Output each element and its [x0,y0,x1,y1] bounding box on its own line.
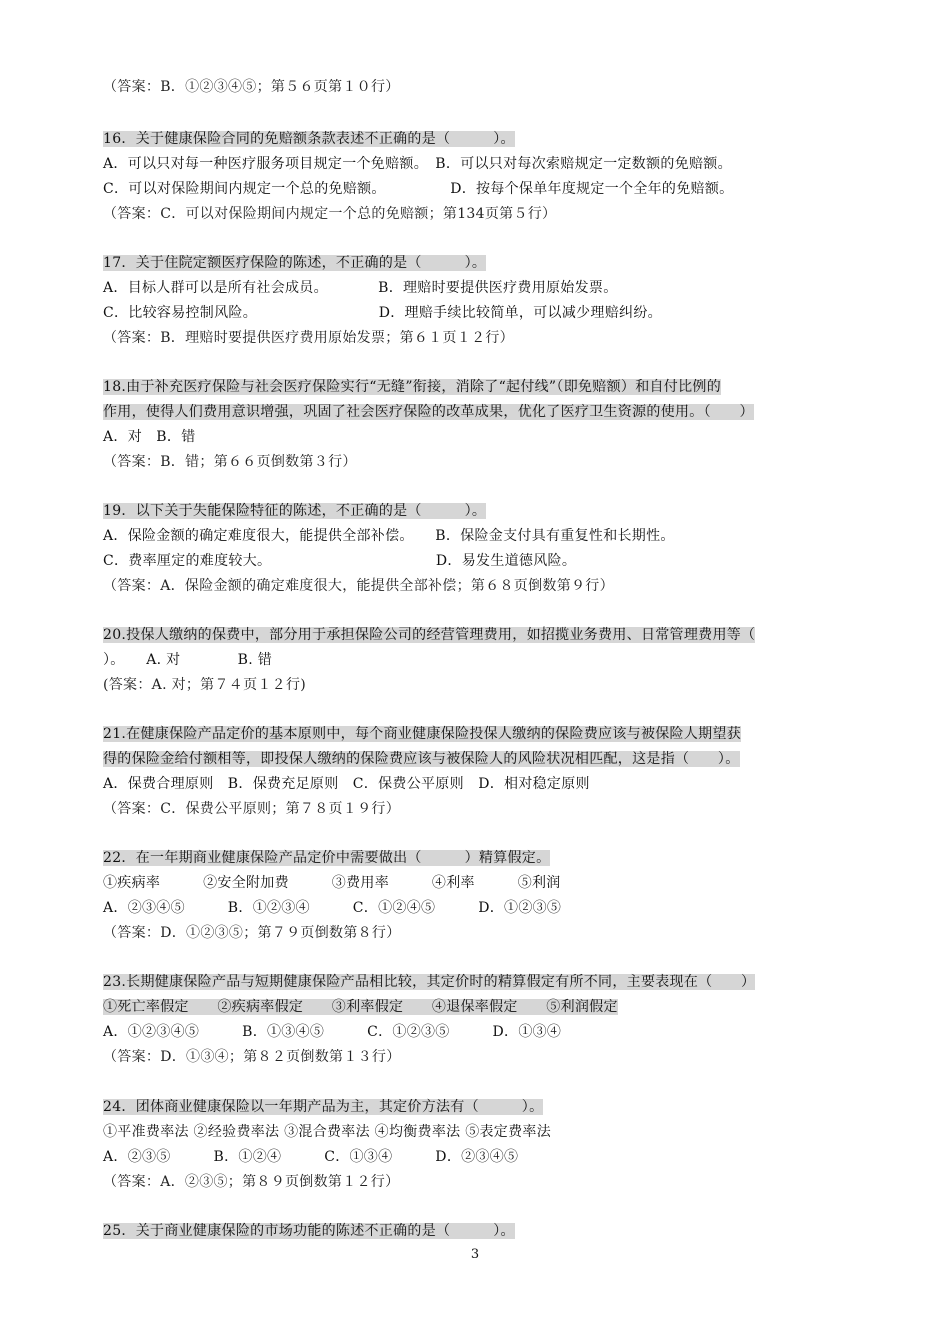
question-line [103,748,740,770]
line-text: （答案：B．①②③④⑤；第５６页第１０行） [103,79,400,95]
option-line [103,1121,551,1143]
line-text: （答案：A．保险金额的确定难度很大，能提供全部补偿；第６８页倒数第９行） [103,578,614,594]
line-text: 24．团体商业健康保险以一年期产品为主，其定价方法有（ ）。 [103,1099,544,1115]
line-text: 20.投保人缴纳的保费中，部分用于承担保险公司的经营管理费用，如招揽业务费用、日常管理费用等（ [103,627,756,643]
line-text: A．对 B．错 [103,429,196,445]
question-line [103,723,741,745]
line-text: A．目标人群可以是所有社会成员。 B．理赔时要提供医疗费用原始发票。 [103,280,618,296]
answer-line [103,575,614,597]
option-line [103,773,590,795]
option-line [103,550,576,572]
line-text: 16．关于健康保险合同的免赔额条款表述不正确的是（ ）。 [103,131,515,147]
option-line [103,872,561,894]
line-text: C．费率厘定的难度较大。 D．易发生道德风险。 [103,553,577,569]
answer-line [103,1171,399,1193]
line-text: C．比较容易控制风险。 D．理赔手续比较简单，可以减少理赔纠纷。 [103,305,662,321]
question-line [103,252,486,274]
question-line [103,971,755,993]
line-text: ①疾病率 ②安全附加费 ③费用率 ④利率 ⑤利润 [103,875,561,891]
option-line [103,426,196,448]
line-text: （答案：C．可以对保险期间内规定一个总的免赔额；第134页第５行） [103,206,557,222]
line-text: （答案：D．①③④；第８２页倒数第１３行） [103,1049,401,1065]
line-text: （答案：A．②③⑤；第８９页倒数第１２行） [103,1174,400,1190]
line-text: （答案：B．错；第６６页倒数第３行） [103,454,357,470]
answer-line [103,1046,401,1068]
line-text: 23.长期健康保险产品与短期健康保险产品相比较，其定价时的精算假定有所不同，主要表现在（ ） [103,974,756,990]
line-text: 22．在一年期商业健康保险产品定价中需要做出（ ）精算假定。 [103,850,551,866]
question-line [103,1096,543,1118]
line-text: A．可以只对每一种医疗服务项目规定一个免赔额。 B．可以只对每次索赔规定一定数额的免赔额。 [103,156,732,172]
answer-line [103,922,401,944]
answer-line [103,327,514,349]
line-text: A．②③④⑤ B．①②③④ C．①②④⑤ D．①②③⑤ [103,900,562,916]
option-line [103,525,675,547]
line-text: 21.在健康保险产品定价的基本原则中，每个商业健康保险投保人缴纳的保险费应该与被保险人期望获 [103,726,742,742]
question-line [103,500,486,522]
question-line [103,1220,515,1242]
answer-line [103,203,556,225]
line-text: ）。 A. 对 B. 错 [103,652,272,668]
question-line [103,128,515,150]
line-text: 19．以下关于失能保险特征的陈述，不正确的是（ ）。 [103,503,487,519]
question-line [103,624,755,646]
option-line [103,277,618,299]
option-line [103,153,732,175]
line-text: A．①②③④⑤ B．①③④⑤ C．①②③⑤ D．①③④ [103,1024,562,1040]
line-text: A．保费合理原则 B．保费充足原则 C．保费公平原则 D．相对稳定原则 [103,776,590,792]
option-line [103,897,561,919]
line-text: A．②③⑤ B．①②④ C．①③④ D．②③④⑤ [103,1149,519,1165]
question-line [103,376,721,398]
answer-line [103,76,400,98]
line-text: （答案：B．理赔时要提供医疗费用原始发票；第６１页１２行） [103,330,514,346]
option-line [103,1146,518,1168]
page-number: 3 [470,1247,480,1262]
question-line [103,996,618,1018]
line-text: 25．关于商业健康保险的市场功能的陈述不正确的是（ ）。 [103,1223,515,1239]
line-text: （答案：D．①②③⑤；第７９页倒数第８行） [103,925,401,941]
answer-line [103,674,306,696]
answer-line [103,798,400,820]
option-line [103,302,662,324]
question-line [103,847,550,869]
line-text: ①死亡率假定 ②疾病率假定 ③利率假定 ④退保率假定 ⑤利润假定 [103,999,618,1015]
option-line [103,649,272,671]
line-text: 18.由于补充医疗保险与社会医疗保险实行“无缝”衔接，消除了“起付线”（即免赔额）和自付比例的 [103,379,721,395]
line-text: 作用，使得人们费用意识增强，巩固了社会医疗保险的改革成果，优化了医疗卫生资源的使用。（ ） [103,404,754,420]
line-text: A．保险金额的确定难度很大，能提供全部补偿。 B．保险金支付具有重复性和长期性。 [103,528,675,544]
question-line [103,401,754,423]
option-line [103,178,733,200]
line-text: 得的保险金给付额相等，即投保人缴纳的保险费应该与被保险人的风险状况相匹配，这是指（ ）。 [103,751,740,767]
option-line [103,1021,561,1043]
line-text: 17．关于住院定额医疗保险的陈述，不正确的是（ ）。 [103,255,487,271]
line-text: (答案：A. 对；第７４页１２行) [103,677,307,693]
line-text: C．可以对保险期间内规定一个总的免赔额。 D．按每个保单年度规定一个全年的免赔额。 [103,181,734,197]
line-text: （答案：C．保费公平原则；第７８页１９行） [103,801,401,817]
line-text: ①平准费率法 ②经验费率法 ③混合费率法 ④均衡费率法 ⑤表定费率法 [103,1124,551,1140]
answer-line [103,451,357,473]
